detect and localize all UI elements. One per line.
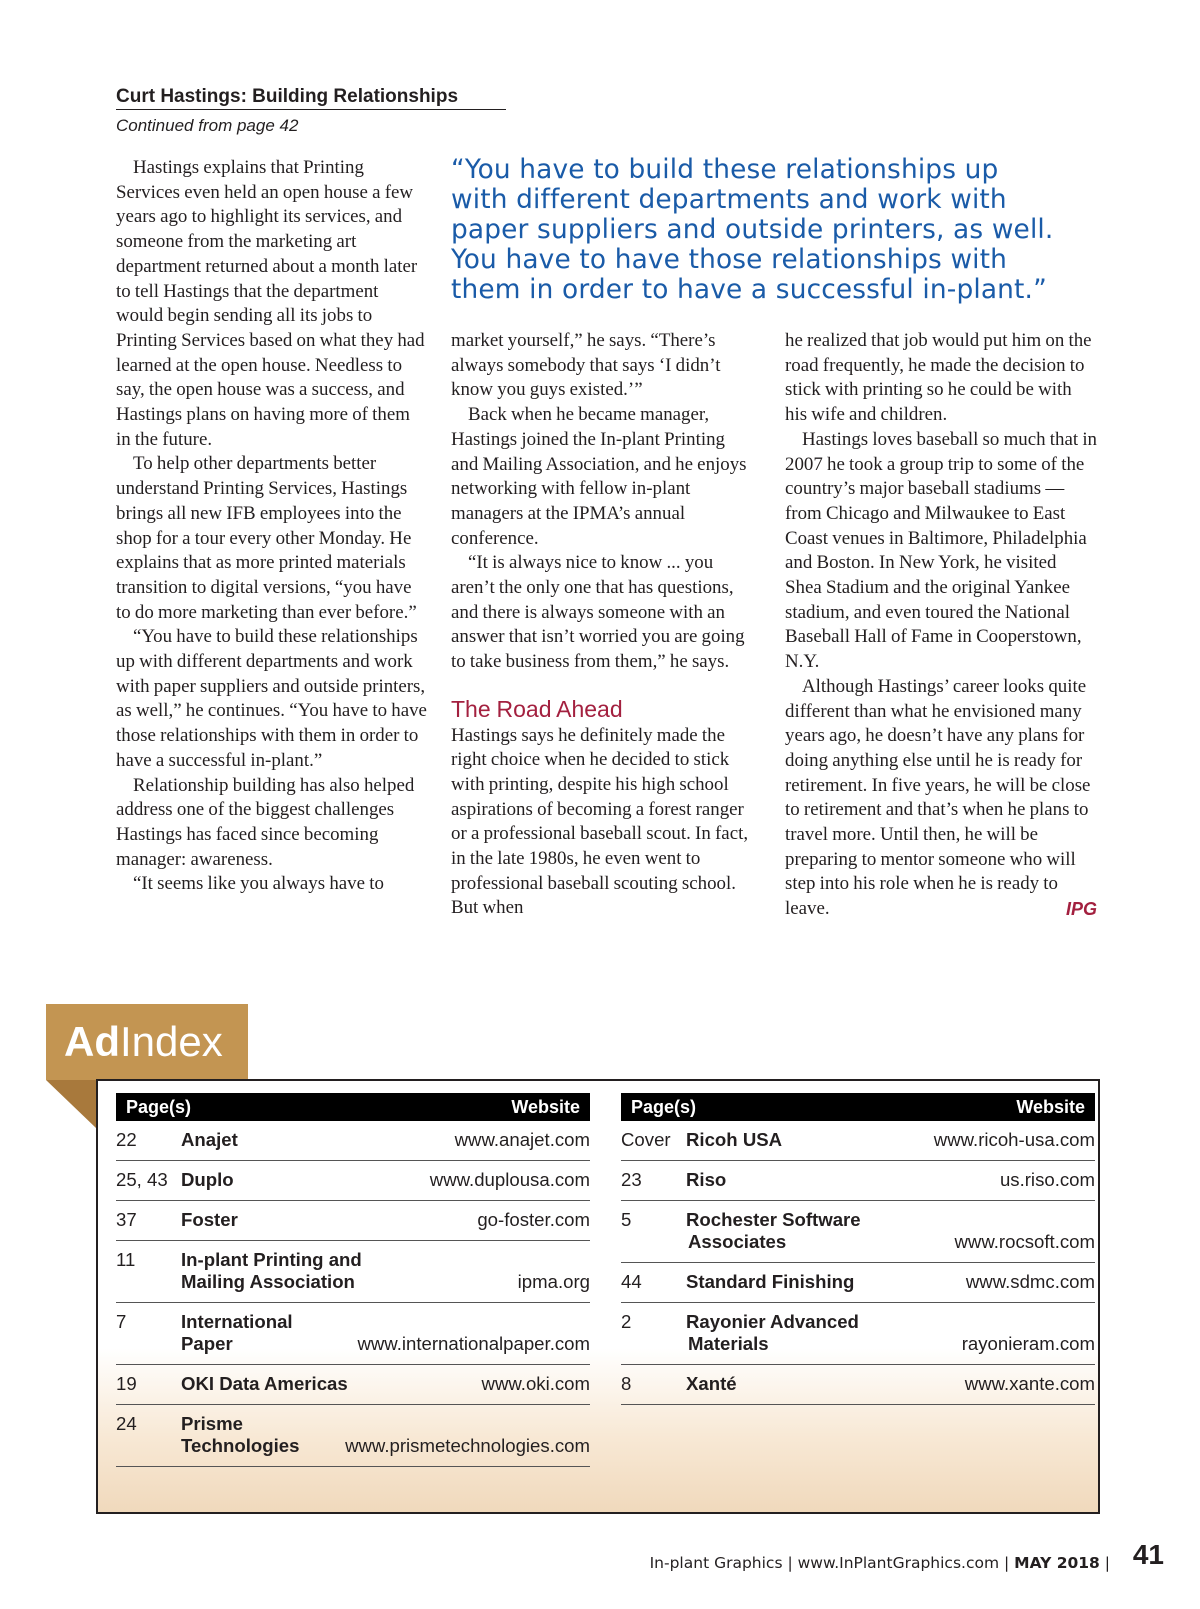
paragraph: Relationship building has also helped address one of the biggest challenges Hastings has faced since becoming manager: awareness. (116, 774, 415, 870)
ad-index-tab (46, 1004, 248, 1080)
header-pages: Page(s) (126, 1096, 192, 1117)
advertiser-name-line: Rayonier Advanced (686, 1311, 859, 1332)
ad-page: 7 (116, 1311, 127, 1332)
ad-page: 5 (621, 1209, 632, 1230)
ad-page: 37 (116, 1209, 137, 1230)
table-row (621, 1263, 1095, 1303)
paragraph: “You have to build these relationships up with different departments and work with paper suppliers and outside printers, as well,” he continues. “You have to have those relationships with them in order to have a successful in-plant.” (116, 626, 427, 771)
pull-quote (451, 155, 1101, 305)
advertiser-website: ipma.org (517, 1271, 590, 1292)
advertiser-website: www.duplousa.com (429, 1169, 590, 1190)
advertiser-name (181, 1129, 238, 1151)
section-title: Curt Hastings: Building Relationships (116, 86, 506, 110)
advertiser-name-line: Materials (688, 1332, 769, 1354)
pull-quote-line: paper suppliers and outside printers, as well. (451, 214, 1054, 245)
table-row (621, 1201, 1095, 1263)
header-website: Website (1016, 1096, 1085, 1117)
advertiser-name-line: Anajet (181, 1129, 238, 1150)
table-row (621, 1303, 1095, 1365)
paragraph: To help other departments better understand Printing Services, Hastings brings all new IFB employees into the shop for a tour every other Monday. He explains that as more printed materials transition to digital versions, “you have to do more marketing than ever before.” (116, 453, 417, 623)
ad-page: 19 (116, 1373, 137, 1394)
advertiser-name-line: Ricoh USA (686, 1129, 783, 1150)
footer-issue-date: MAY 2018 (1014, 1554, 1100, 1572)
ad-index-right-table (621, 1093, 1095, 1405)
article-column-3 (785, 329, 1097, 922)
advertiser-website: www.internationalpaper.com (357, 1333, 590, 1354)
footer-publication: In-plant Graphics | www.InPlantGraphics.com | (649, 1554, 1015, 1572)
page-footer (650, 1554, 1110, 1572)
paragraph: “It seems like you always have to (133, 873, 384, 895)
advertiser-name (686, 1209, 861, 1252)
continued-note: Continued from page 42 (116, 116, 299, 135)
table-row (116, 1365, 590, 1405)
advertiser-name-line: Standard Finishing (686, 1271, 855, 1292)
table-row (621, 1161, 1095, 1201)
paragraph (785, 675, 1097, 922)
ad-page: 44 (621, 1271, 642, 1292)
advertiser-website: www.anajet.com (454, 1129, 590, 1150)
paragraph: Hastings says he definitely made the right choice when he decided to stick with printing, despite his high school aspirations of becoming a forest ranger or a professional baseball scout. In fact, in the late 1980s, he even went to professional baseball scouting school. But when (451, 724, 749, 919)
subhead-road-ahead: The Road Ahead (451, 695, 623, 722)
ad-page: 25, 43 (116, 1169, 168, 1190)
advertiser-name-line: Prisme (181, 1413, 244, 1434)
advertiser-website: www.prismetechnologies.com (345, 1435, 590, 1456)
paragraph: Back when he became manager, Hastings joined the In-plant Printing and Mailing Association, and he enjoys networking with fellow in-plant managers at the IPMA’s annual conference. (451, 404, 747, 549)
table-row (116, 1121, 590, 1161)
advertiser-name-line: OKI Data Americas (181, 1373, 348, 1394)
advertiser-website: www.sdmc.com (965, 1271, 1095, 1292)
article-column-2 (451, 329, 755, 921)
advertiser-website: www.rocsoft.com (954, 1231, 1095, 1252)
header-website: Website (511, 1096, 580, 1117)
pull-quote-line: You have to have those relationships with (451, 244, 1008, 275)
table-row (116, 1241, 590, 1303)
advertiser-name (181, 1249, 362, 1292)
advertiser-name-line: Riso (686, 1169, 727, 1190)
ad-page: 8 (621, 1373, 632, 1394)
pull-quote-line: “You have to build these relationships up (451, 154, 999, 185)
advertiser-name-line: In-plant Printing and (181, 1249, 362, 1270)
advertiser-name (181, 1311, 293, 1354)
footer-separator: | (1099, 1554, 1110, 1572)
advertiser-name-line: Foster (181, 1209, 238, 1230)
ad-page: 22 (116, 1129, 137, 1150)
advertiser-name-line: Xanté (686, 1373, 737, 1394)
table-row (116, 1201, 590, 1241)
advertiser-website: www.xante.com (964, 1373, 1095, 1394)
table-row (621, 1121, 1095, 1161)
advertiser-name (181, 1373, 348, 1395)
table-row (621, 1365, 1095, 1405)
article-column-1 (116, 156, 428, 897)
advertiser-website: rayonieram.com (961, 1333, 1095, 1354)
advertiser-name-line: International (181, 1311, 293, 1332)
advertiser-name-line: Rochester Software (686, 1209, 861, 1230)
ad-index-tab-fold (46, 1080, 96, 1128)
pull-quote-line: with different departments and work with (451, 184, 1007, 215)
ad-page: 23 (621, 1169, 642, 1190)
advertiser-name (686, 1169, 726, 1191)
ad-page: 24 (116, 1413, 137, 1434)
paragraph: he realized that job would put him on the road frequently, he made the decision to stick with printing so he could be with his wife and children. (785, 330, 1092, 426)
table-row (116, 1303, 590, 1365)
ad-index-header (621, 1093, 1095, 1121)
advertiser-website: go-foster.com (477, 1209, 590, 1230)
paragraph: market yourself,” he says. “There’s always somebody that says ‘I didn’t know you guys existed.’” (451, 330, 721, 401)
ad-page: 11 (116, 1249, 136, 1270)
ad-page: 2 (621, 1311, 632, 1332)
advertiser-website: us.riso.com (999, 1169, 1095, 1190)
paragraph: Hastings loves baseball so much that in 2007 he took a group trip to some of the country’s major baseball stadiums — from Chicago and Milwaukee to East Coast venues in Baltimore, Philadelphia and Boston. In New York, he visited Shea Stadium and the original Yankee stadium, and even toured the National Baseball Hall of Fame in Cooperstown, N.Y. (785, 428, 1098, 673)
paragraph: “It is always nice to know ... you aren’t the only one that has questions, and there is always someone with an answer that isn’t worried you are going to take business from them,” he says. (451, 552, 745, 673)
advertiser-name (686, 1271, 854, 1293)
advertiser-name-line: Duplo (181, 1169, 234, 1190)
ad-index-left-table (116, 1093, 590, 1467)
ad-index-header (116, 1093, 590, 1121)
advertiser-name (686, 1129, 782, 1151)
ad-page: Cover (621, 1129, 671, 1150)
paragraph: Hastings explains that Printing Services even held an open house a few years ago to highlight its services, and someone from the marketing art department returned about a month later to tell Hastings that the department would begin sending all its jobs to Printing Services based on what they had learned at the open house. Needless to say, the open house was a success, and Hastings plans on having more of them in the future. (116, 157, 425, 450)
advertiser-name-line: Paper (181, 1332, 233, 1354)
header-pages: Page(s) (631, 1096, 697, 1117)
advertiser-name-line: Technologies (181, 1434, 300, 1456)
advertiser-name (181, 1209, 238, 1231)
end-mark-ipg: IPG (1065, 899, 1097, 920)
ad-index-title-light: Index (120, 1018, 223, 1065)
paragraph-text: Although Hastings’ career looks quite different than what he envisioned many years ago, he doesn’t have any plans for doing anything else until he is ready for retirement. In five years, he will be close to retirement and that’s when he plans to travel more. Until then, he will be preparing to mentor someone who will step into his role when he is ready to leave. (785, 675, 1091, 920)
advertiser-name (686, 1311, 859, 1354)
advertiser-website: www.ricoh-usa.com (933, 1129, 1095, 1150)
advertiser-name (686, 1373, 737, 1395)
page-number: 41 (1132, 1539, 1164, 1570)
advertiser-website: www.oki.com (481, 1373, 590, 1394)
advertiser-name (181, 1169, 234, 1191)
advertiser-name (181, 1413, 299, 1456)
table-row (116, 1161, 590, 1201)
pull-quote-line: them in order to have a successful in-plant.” (451, 274, 1047, 305)
advertiser-name-line: Associates (688, 1230, 787, 1252)
table-row (116, 1405, 590, 1467)
advertiser-name-line: Mailing Association (181, 1270, 355, 1292)
ad-index-title-bold: Ad (64, 1018, 120, 1065)
